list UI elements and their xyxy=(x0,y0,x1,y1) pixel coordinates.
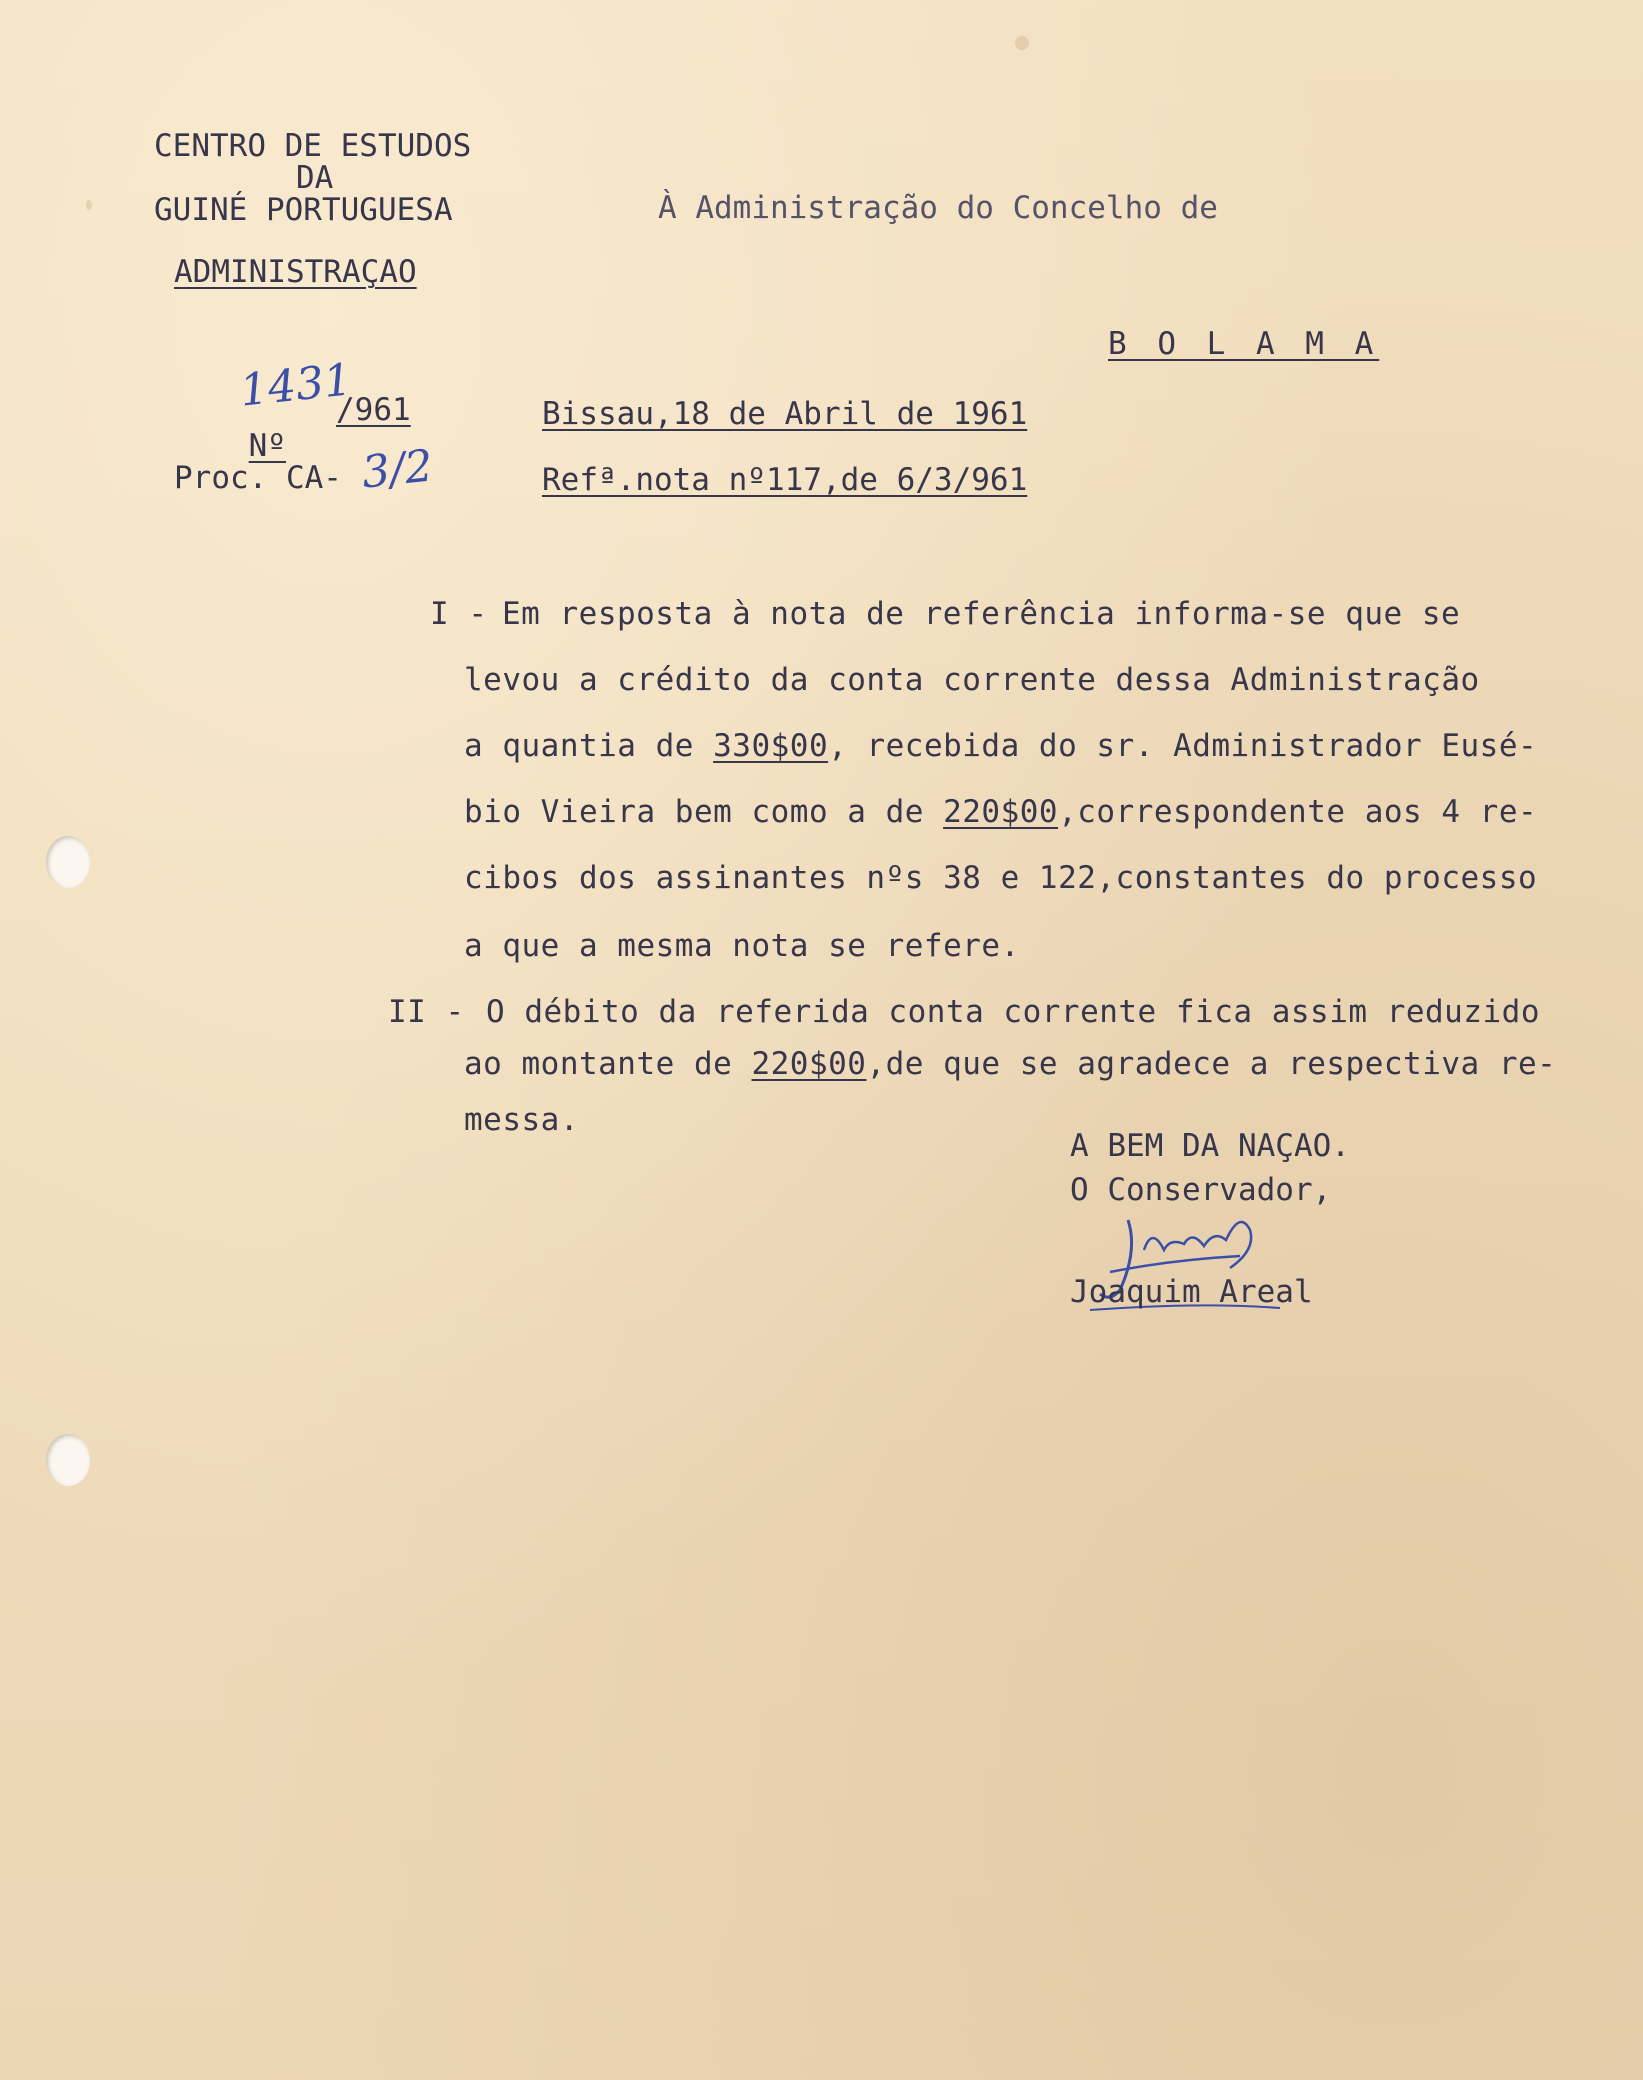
paragraph-2-line-2 xyxy=(464,1046,1556,1082)
paragraph-2-line-1: O débito da referida conta corrente fica assim reduzido xyxy=(486,994,1540,1030)
paragraph-1-number: I - xyxy=(430,596,488,632)
paper-stain xyxy=(1015,36,1029,50)
text-segment: ,correspondente aos 4 re- xyxy=(1058,794,1538,830)
text-segment: , recebida do sr. Administrador Eusé- xyxy=(828,728,1538,764)
paragraph-1-line-2: levou a crédito da conta corrente dessa Administração xyxy=(464,662,1480,698)
destination-town: B O L A M A xyxy=(1108,326,1380,362)
paragraph-1-line-6: a que a mesma nota se refere. xyxy=(464,928,1020,964)
institution-line-3: GUINÉ PORTUGUESA xyxy=(154,192,453,228)
paragraph-1-line-3 xyxy=(464,728,1537,764)
number-year: /961 xyxy=(336,392,411,428)
text-segment: ,de que se agradece a respectiva re- xyxy=(866,1046,1557,1082)
signature-stroke xyxy=(1144,1222,1251,1268)
punch-hole-top xyxy=(46,836,90,888)
paper-stain xyxy=(86,200,92,210)
signatory-title: O Conservador, xyxy=(1070,1172,1332,1208)
reference-note: Refª.nota nº117,de 6/3/961 xyxy=(542,462,1028,498)
salutation: A BEM DA NAÇAO. xyxy=(1070,1128,1350,1164)
addressee-line: À Administração do Concelho de xyxy=(658,190,1218,226)
paragraph-1-line-4 xyxy=(464,794,1537,830)
proc-label: Proc. CA- xyxy=(174,460,342,496)
place-date: Bissau,18 de Abril de 1961 xyxy=(542,396,1028,432)
text-segment: ao montante de xyxy=(464,1046,752,1082)
signatory-name: Joaquim Areal xyxy=(1070,1274,1313,1310)
paragraph-2-number: II - xyxy=(388,994,465,1030)
handwritten-number: 1431 xyxy=(237,354,355,417)
department-label: ADMINISTRAÇAO xyxy=(174,254,417,290)
text-segment: a quantia de xyxy=(464,728,714,764)
paragraph-1-line-1: Em resposta à nota de referência informa-se que se xyxy=(502,596,1461,632)
punch-hole-bottom xyxy=(46,1434,90,1486)
paragraph-2-line-3: messa. xyxy=(464,1102,579,1138)
amount-remaining: 220$00 xyxy=(751,1046,867,1082)
institution-line-1: CENTRO DE ESTUDOS xyxy=(154,128,472,164)
paragraph-1-line-5: cibos dos assinantes nºs 38 e 122,constantes do processo xyxy=(464,860,1538,896)
handwritten-proc: 3/2 xyxy=(359,440,436,499)
text-segment: bio Vieira bem como a de xyxy=(464,794,944,830)
amount-received: 330$00 xyxy=(713,728,829,764)
number-label-text: Nº xyxy=(248,428,286,464)
institution-line-2: DA xyxy=(296,160,334,196)
amount-receipts: 220$00 xyxy=(943,794,1059,830)
